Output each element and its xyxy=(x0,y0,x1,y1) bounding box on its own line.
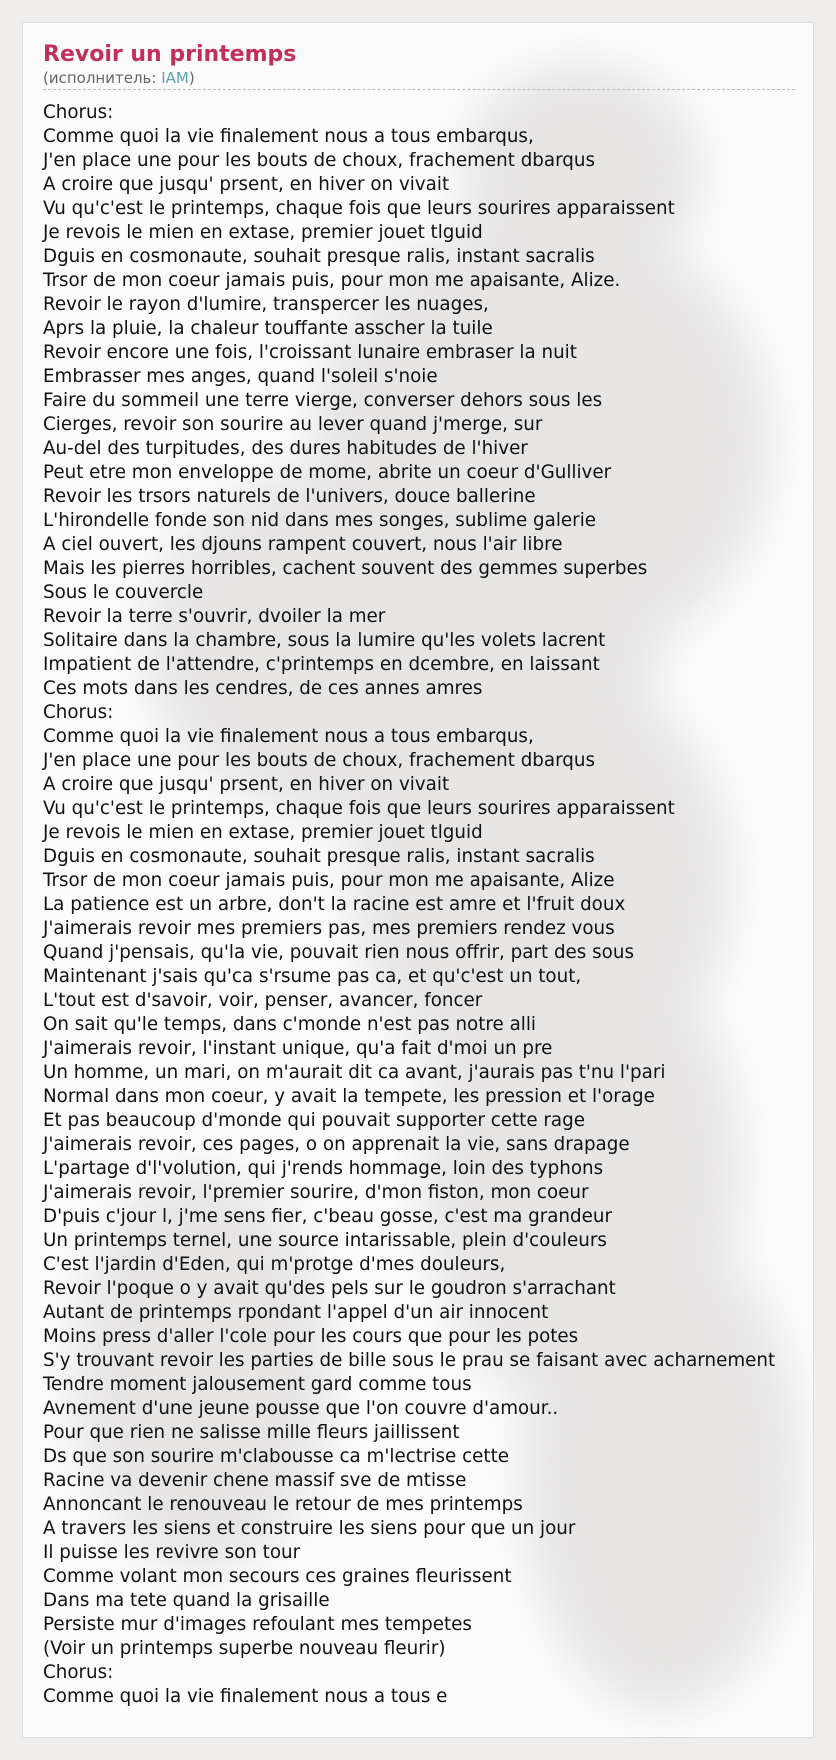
lyric-line: Dguis en cosmonaute, souhait presque ralis, instant sacralis xyxy=(43,246,595,267)
lyric-line: A croire que jusqu' prsent, en hiver on vivait xyxy=(43,174,450,195)
lyric-line: Trsor de mon coeur jamais puis, pour mon me apaisante, Alize xyxy=(43,870,615,891)
lyric-line: A ciel ouvert, les djouns rampent couvert, nous l'air libre xyxy=(43,534,563,555)
lyric-line: Solitaire dans la chambre, sous la lumire qu'les volets lacrent xyxy=(43,630,606,651)
lyric-line: Pour que rien ne salisse mille fleurs jaillissent xyxy=(43,1422,460,1443)
lyric-line: Autant de printemps rpondant l'appel d'un air innocent xyxy=(43,1302,549,1323)
lyric-line: Je revois le mien en extase, premier jouet tlguid xyxy=(43,822,483,843)
lyrics-text xyxy=(43,101,813,1709)
lyric-line: Revoir encore une fois, l'croissant lunaire embraser la nuit xyxy=(43,342,577,363)
lyric-line: Maintenant j'sais qu'ca s'rsume pas ca, et qu'c'est un tout, xyxy=(43,966,582,987)
lyric-line: Mais les pierres horribles, cachent souvent des gemmes superbes xyxy=(43,558,648,579)
lyric-line: Ds que son sourire m'clabousse ca m'lectrise cette xyxy=(43,1446,509,1467)
lyric-line: Revoir la terre s'ouvrir, dvoiler la mer xyxy=(43,606,386,627)
title-divider xyxy=(43,89,795,90)
lyric-line: Ces mots dans les cendres, de ces annes amres xyxy=(43,678,483,699)
lyric-line: Revoir l'poque o y avait qu'des pels sur le goudron s'arrachant xyxy=(43,1278,616,1299)
lyric-line: Sous le couvercle xyxy=(43,582,204,603)
lyric-line: A croire que jusqu' prsent, en hiver on vivait xyxy=(43,774,450,795)
lyric-line: Un homme, un mari, on m'aurait dit ca avant, j'aurais pas t'nu l'pari xyxy=(43,1062,666,1083)
lyric-line: Chorus: xyxy=(43,102,114,123)
lyric-line: Avnement d'une jeune pousse que l'on couvre d'amour.. xyxy=(43,1398,559,1419)
lyric-line: Annoncant le renouveau le retour de mes printemps xyxy=(43,1494,523,1515)
lyric-line: Peut etre mon enveloppe de mome, abrite un coeur d'Gulliver xyxy=(43,462,612,483)
performer-line xyxy=(43,69,813,87)
lyric-line: Embrasser mes anges, quand l'soleil s'noie xyxy=(43,366,438,387)
lyric-line: J'aimerais revoir mes premiers pas, mes premiers rendez vous xyxy=(43,918,615,939)
lyric-line: L'partage d'l'volution, qui j'rends hommage, loin des typhons xyxy=(43,1158,604,1179)
lyric-line: La patience est un arbre, don't la racine est amre et l'fruit doux xyxy=(43,894,626,915)
lyric-line: Je revois le mien en extase, premier jouet tlguid xyxy=(43,222,483,243)
song-content xyxy=(43,41,813,1709)
lyric-line: Revoir le rayon d'lumire, transpercer les nuages, xyxy=(43,294,489,315)
lyric-line: Dguis en cosmonaute, souhait presque ralis, instant sacralis xyxy=(43,846,595,867)
lyric-line: L'tout est d'savoir, voir, penser, avancer, foncer xyxy=(43,990,483,1011)
lyric-line: Comme quoi la vie finalement nous a tous e xyxy=(43,1686,448,1707)
lyric-line: Impatient de l'attendre, c'printemps en dcembre, en laissant xyxy=(43,654,600,675)
lyric-line: Vu qu'c'est le printemps, chaque fois que leurs sourires apparaissent xyxy=(43,798,675,819)
lyrics-card xyxy=(22,22,814,1738)
song-title: Revoir un printemps xyxy=(43,42,297,67)
lyric-line: Un printemps ternel, une source intarissable, plein d'couleurs xyxy=(43,1230,607,1251)
lyric-line: On sait qu'le temps, dans c'monde n'est pas notre alli xyxy=(43,1014,537,1035)
lyric-line: Faire du sommeil une terre vierge, converser dehors sous les xyxy=(43,390,603,411)
lyric-line: Comme quoi la vie finalement nous a tous embarqus, xyxy=(43,126,534,147)
lyric-line: J'aimerais revoir, l'instant unique, qu'a fait d'moi un pre xyxy=(43,1038,553,1059)
lyric-line: J'aimerais revoir, ces pages, o on apprenait la vie, sans drapage xyxy=(43,1134,630,1155)
lyric-line: J'aimerais revoir, l'premier sourire, d'mon fiston, mon coeur xyxy=(43,1182,589,1203)
lyric-line: J'en place une pour les bouts de choux, frachement dbarqus xyxy=(43,150,596,171)
lyric-line: A travers les siens et construire les siens pour que un jour xyxy=(43,1518,576,1539)
lyric-line: Revoir les trsors naturels de l'univers, douce ballerine xyxy=(43,486,536,507)
lyric-line: S'y trouvant revoir les parties de bille sous le prau se faisant avec acharnement xyxy=(43,1350,776,1371)
lyric-line: C'est l'jardin d'Eden, qui m'protge d'mes douleurs, xyxy=(43,1254,506,1275)
lyric-line: Aprs la pluie, la chaleur touffante asscher la tuile xyxy=(43,318,493,339)
lyric-line: Persiste mur d'images refoulant mes tempetes xyxy=(43,1614,472,1635)
lyric-line: Vu qu'c'est le printemps, chaque fois que leurs sourires apparaissent xyxy=(43,198,675,219)
lyric-line: Comme quoi la vie finalement nous a tous embarqus, xyxy=(43,726,534,747)
performer-suffix: ) xyxy=(188,69,195,87)
lyric-line: Il puisse les revivre son tour xyxy=(43,1542,301,1563)
lyric-line: J'en place une pour les bouts de choux, frachement dbarqus xyxy=(43,750,596,771)
lyric-line: Normal dans mon coeur, y avait la tempete, les pression et l'orage xyxy=(43,1086,655,1107)
lyric-line: (Voir un printemps superbe nouveau fleurir) xyxy=(43,1638,446,1659)
lyric-line: Cierges, revoir son sourire au lever quand j'merge, sur xyxy=(43,414,543,435)
lyric-line: Tendre moment jalousement gard comme tous xyxy=(43,1374,472,1395)
lyric-line: Moins press d'aller l'cole pour les cours que pour les potes xyxy=(43,1326,579,1347)
performer-prefix: (исполнитель: xyxy=(43,69,162,87)
lyric-line: D'puis c'jour l, j'me sens fier, c'beau gosse, c'est ma grandeur xyxy=(43,1206,612,1227)
lyric-line: Comme volant mon secours ces graines fleurissent xyxy=(43,1566,512,1587)
lyric-line: Et pas beaucoup d'monde qui pouvait supporter cette rage xyxy=(43,1110,585,1131)
lyric-line: L'hirondelle fonde son nid dans mes songes, sublime galerie xyxy=(43,510,597,531)
lyric-line: Quand j'pensais, qu'la vie, pouvait rien nous offrir, part des sous xyxy=(43,942,634,963)
lyric-line: Chorus: xyxy=(43,1662,114,1683)
lyric-line: Chorus: xyxy=(43,702,114,723)
artist-link[interactable]: IAM xyxy=(161,69,189,87)
lyric-line: Dans ma tete quand la grisaille xyxy=(43,1590,330,1611)
lyric-line: Au-del des turpitudes, des dures habitudes de l'hiver xyxy=(43,438,528,459)
lyric-line: Trsor de mon coeur jamais puis, pour mon me apaisante, Alize. xyxy=(43,270,621,291)
lyric-line: Racine va devenir chene massif sve de mtisse xyxy=(43,1470,467,1491)
